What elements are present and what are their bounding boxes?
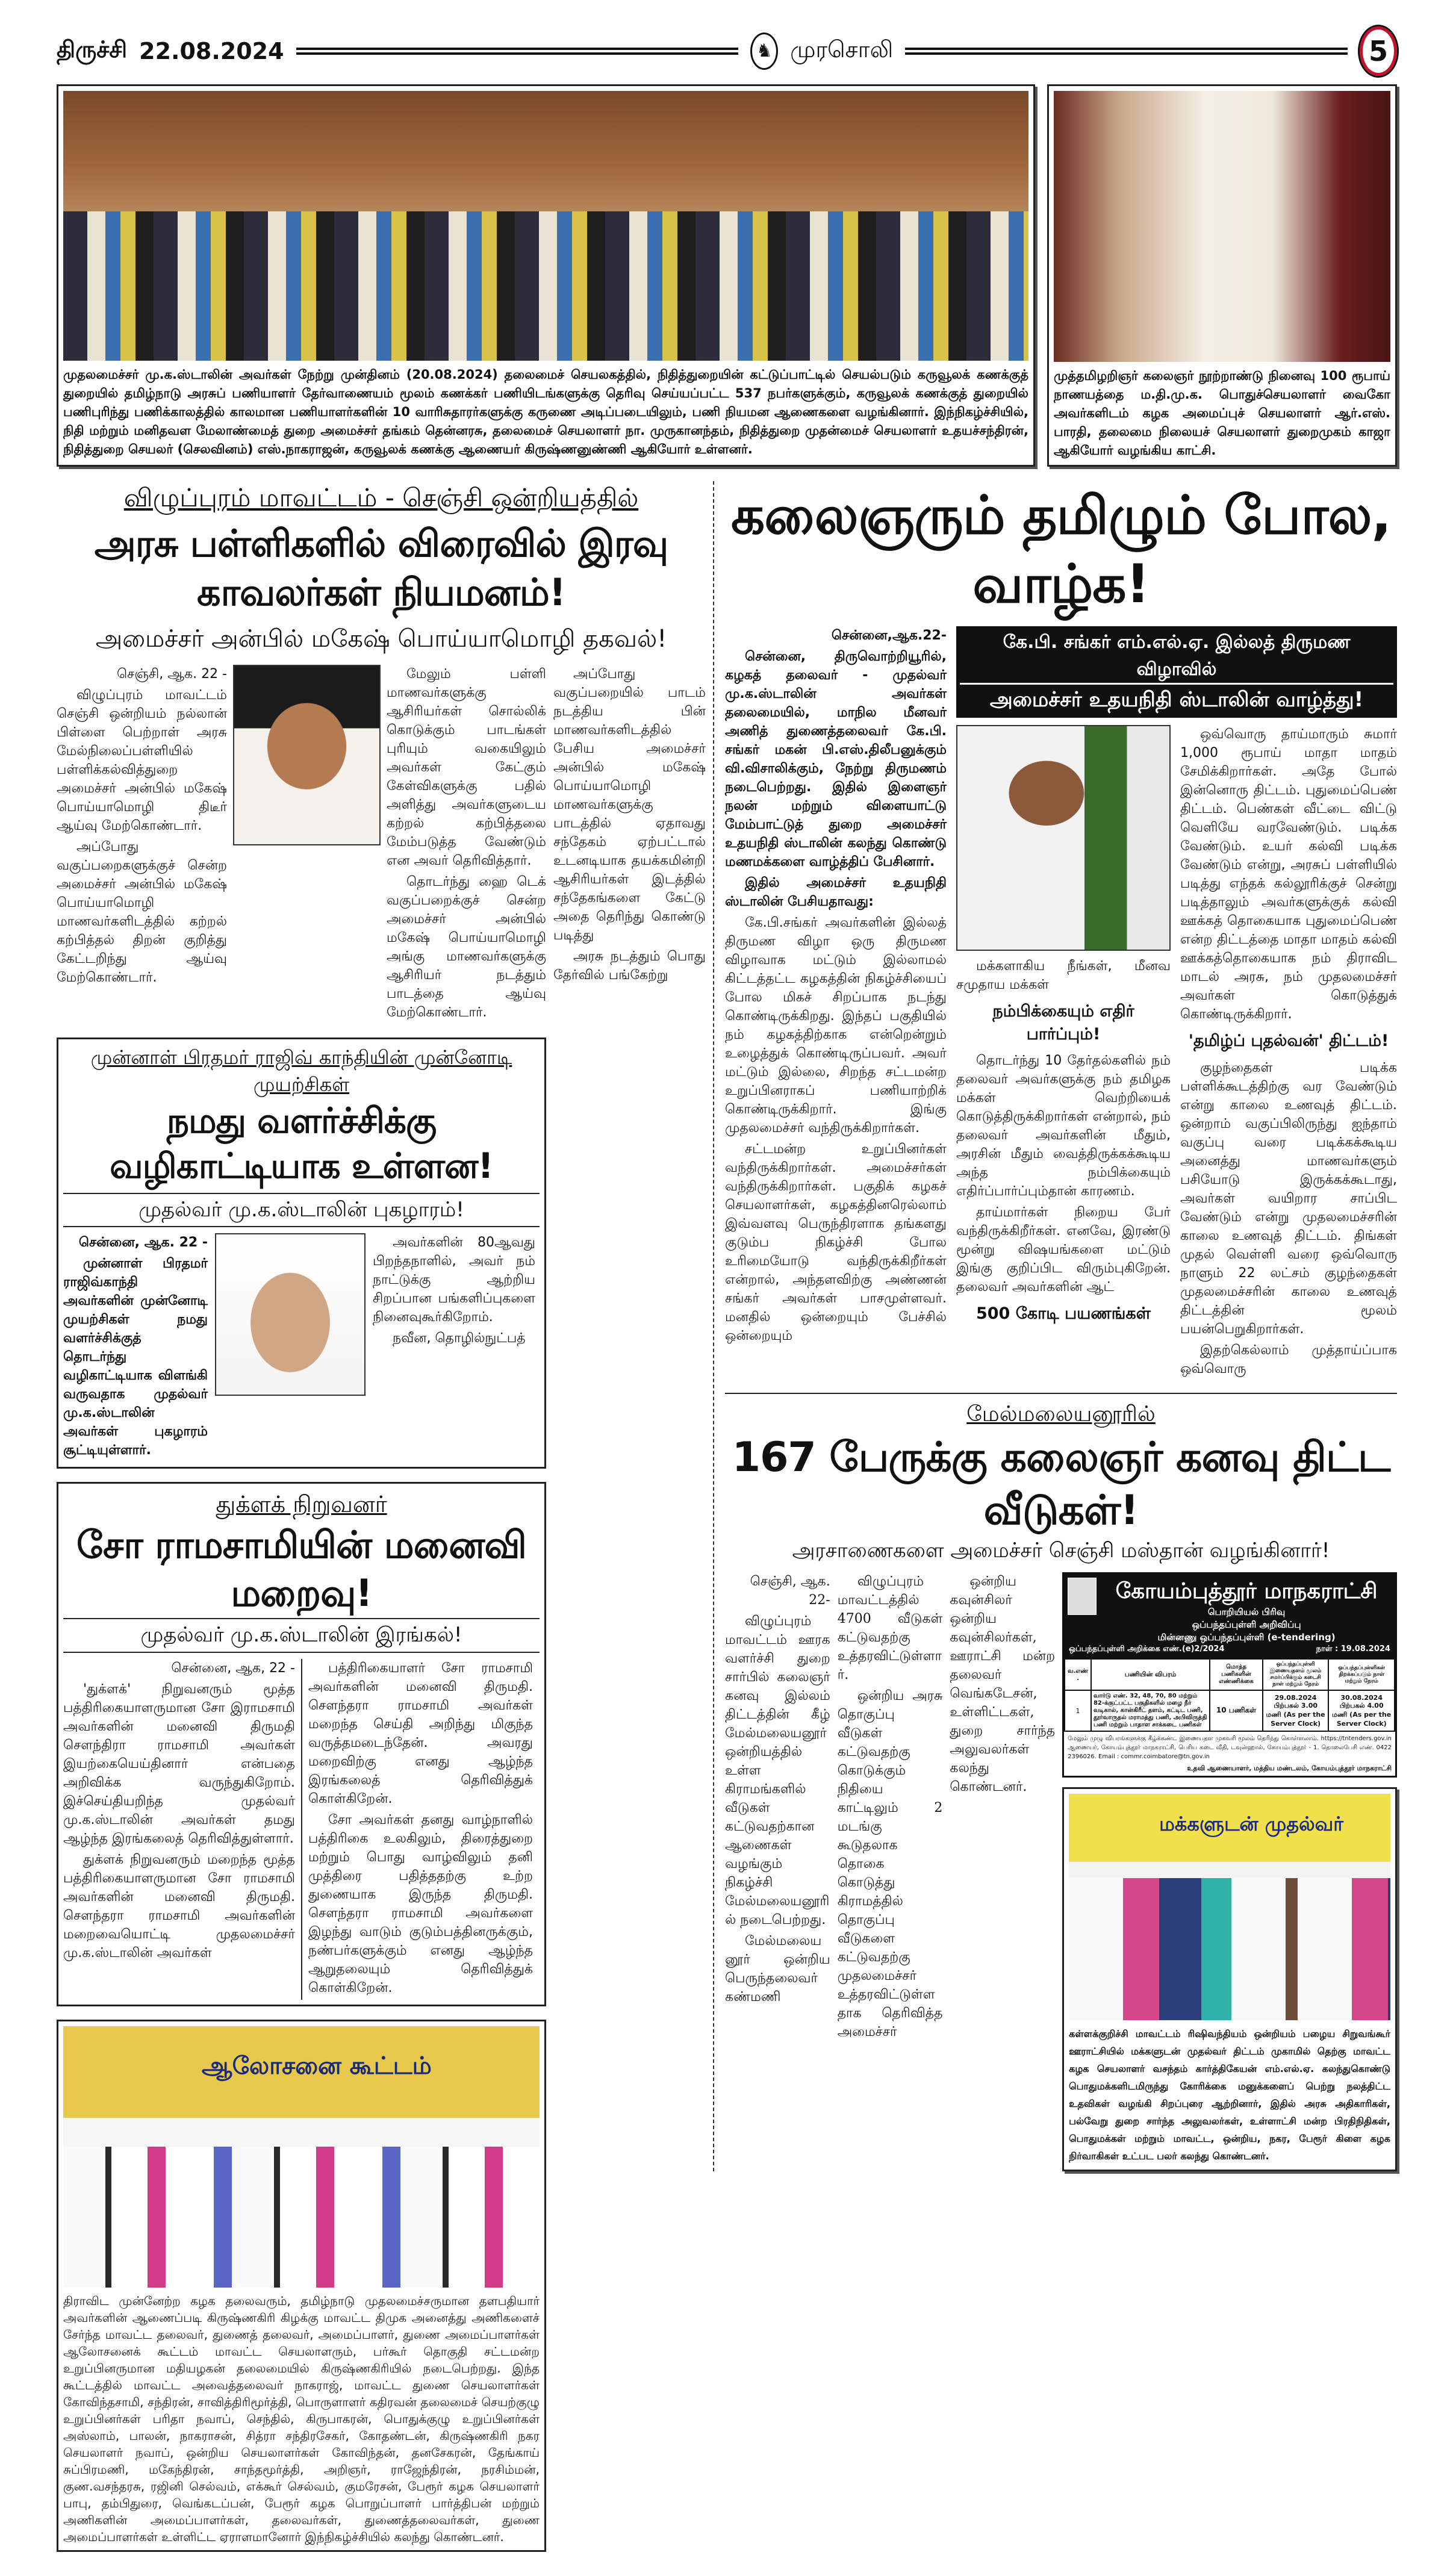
ad-footer: மேலும் முழு விபரங்களுக்கு கீழ்க்கண்ட இணையதள முகவரி மூலம் தெரிந்து கொள்ளலாம். https://tntenders.gov.in ஆணையர், கோயம்புத்தூர் மாநகராட்சி, பெரிய கடை வீதி, டவுன்ஹால், கோயம்புத்தூர் - 1. தொலைபேசி எண். 0422 2396026. Email : commr.coimbatore@tn.gov.in bbox=[1068, 1735, 1392, 1761]
lead-paragraph: சென்னை, திருவொற்றியூரில், கழகத் தலைவர் - முதல்வர் மு.க.ஸ்டாலின் அவர்கள் தலைமையில், மாநில மீனவர் அணித் துணைத்தலைவர் கே.பி. சங்கர் மகன் பி.எஸ்.திலீபனுக்கும் வி.விசாலிக்கும், நேற்று திருமணம் நடைபெற்றது. இதில் இளைஞர் நலன் மற்றும் விளையாட்டு மேம்பாட்டுத் துறை அமைச்சர் உதயநிதி ஸ்டாலின் கலந்து கொண்டு மணமக்களை வாழ்த்திப் பேசினார். bbox=[725, 649, 947, 870]
article-headline: நமது வளர்ச்சிக்கு வழிகாட்டியாக உள்ளன! bbox=[63, 1098, 540, 1194]
paragraph: மக்களாகிய நீங்கள், மீனவ சமுதாய மக்கள் bbox=[956, 958, 1171, 992]
paragraph: சோ அவர்கள் தனது வாழ்நாளில் பத்திரிகை உலகிலும், திரைத்துறை மற்றும் பொது வாழ்விலும் தனி முத்திரை பதித்ததற்கு உற்ற துணையாக இருந்த திருமதி. சௌந்தரா ராமசாமி அவர்களை இழந்து வாடும் குடும்பத்தினருக்கும், நண்பர்களுக்கும் எனது ஆழ்ந்த ஆறுதலையும் தெரிவித்துக் கொள்கிறேன். bbox=[308, 1812, 533, 1996]
column-header: ஒப்பந்தப்புள்ளி இணையதளம் மூலம் சமர்ப்பிக்கும் கடைசி நாள் மற்றும் நேரம் bbox=[1263, 1659, 1329, 1690]
cho-article-box bbox=[57, 1482, 546, 2006]
paragraph: கே.பி.சங்கர் அவர்களின் இல்லத் திருமண விழா ஒரு திருமண விழாவாக மட்டும் இல்லாமல் கிட்டத்தட்ட கழகத்தின் நிகழ்ச்சியைப் போல மிகச் சிறப்பாக நடந்து கொண்டிருக்கிறது. இந்தப் பகுதியில் நம் கழகத்திற்காக என்றென்றும் உழைத்துக் கொண்டிருப்பவர். அவர் மட்டும் இல்லை, சிறந்த சட்டமன்ற உறுப்பினராகப் பணியாற்றிக் கொண்டிருக்கிறார். இங்கு முதலமைச்சர் வந்திருக்கிறார்கள். bbox=[725, 915, 947, 1136]
box-line: கே.பி. சங்கர் எம்.எல்.ஏ. இல்லத் திருமண விழாவில் bbox=[960, 629, 1393, 685]
article-column bbox=[725, 1572, 830, 2009]
ad-notice-row bbox=[1069, 1644, 1390, 1655]
paragraph: நவீன, தொழில்நுட்பத் bbox=[393, 1331, 526, 1346]
kalaignar-box-header bbox=[956, 626, 1397, 718]
melmalai-right-stack bbox=[1062, 1572, 1397, 2171]
paragraph: ஒன்றிய கவுன்சிலர் ஒன்றிய கவுன்சிலர்கள், ஊராட்சி மன்ற தலைவர் வெங்கடேசன், உள்ளிட்டகள், துறை சார்ந்த அலுவலர்கள் கலந்து கொண்டனர். bbox=[950, 1574, 1056, 1795]
people-receiving-aid bbox=[1069, 1878, 1390, 2020]
kalaignar-body-row bbox=[725, 626, 1397, 1381]
article-kicker: முன்னாள் பிரதமர் ராஜிவ் காந்தியின் முன்னோடி முயற்சிகள் bbox=[90, 1046, 512, 1096]
left-subcolumn bbox=[57, 665, 546, 2552]
photo-caption: முத்தமிழறிஞர் கலைஞர் நூற்றாண்டு நினைவு 100 ரூபாய் நாணயத்தை ம.தி.மு.க. பொதுச்செயலாளர் வைகோ அவர்களிடம் கழக அமைப்புச் செயலாளர் ஆர்.எஸ். பாரதி, தலைமை நிலையச் செயலாளர் துறைமுகம் காஜா ஆகியோர் வழங்கிய காட்சி. bbox=[1054, 369, 1390, 458]
subheading: 500 கோடி பயணங்கள் bbox=[975, 1304, 1151, 1324]
column-header: ஒப்பந்தப்புள்ளிகள் திறக்கப்படும் நாள் மற்றும் நேரம் bbox=[1328, 1659, 1395, 1690]
paragraph: அப்போது வகுப்பறைகளுக்குச் சென்ற அமைச்சர் அன்பில் மகேஷ் பொய்யாமொழி மாணவர்களிடத்தில் கற்றல் கற்பித்தல் திறன் குறித்து கேட்டறிந்து ஆய்வு மேற்கொண்டார். bbox=[57, 839, 227, 986]
article-kicker: மேல்மலையனூரில் bbox=[966, 1401, 1156, 1426]
article-column bbox=[301, 1659, 533, 2000]
villupuram-top-row bbox=[57, 665, 546, 1024]
corporation-seal-icon bbox=[1068, 1578, 1097, 1615]
krishnagiri-photo-box bbox=[57, 2020, 546, 2552]
photo-consultation-meeting bbox=[63, 2026, 540, 2288]
paragraph: அவர்களின் 80ஆவது பிறந்தநாளில், அவர் நம் நாட்டுக்கு ஆற்றிய சிறப்பான பங்களிப்புகளை நினைவுகூர்கிறோம். bbox=[373, 1235, 535, 1325]
kalaignar-sub-row bbox=[956, 725, 1397, 1381]
article-deck: அமைச்சர் அன்பில் மகேஷ் பொய்யாமொழி தகவல்! bbox=[95, 625, 667, 653]
paragraph: விழுப்புரம் மாவட்டத்தில் 4700 வீடுகள் கட்டுவதற்கு உத்தரவிட்டுள்ளார். bbox=[837, 1574, 943, 1683]
article-column bbox=[63, 1233, 208, 1462]
column-header: பணியின் விபரம் bbox=[1091, 1659, 1210, 1690]
kalaignar-right-block bbox=[956, 626, 1397, 1381]
cho-body-row bbox=[63, 1659, 540, 2000]
top-left-photo-box bbox=[57, 84, 1035, 467]
subheading: 'தமிழ்ப் புதல்வன்' திட்டம்! bbox=[1188, 1031, 1389, 1050]
article-headline: அரசு பள்ளிகளில் விரைவில் இரவு காவலர்கள் நியமனம்! bbox=[94, 521, 668, 614]
photo-caption: திராவிட முன்னேற்ற கழக தலைவரும், தமிழ்நாடு முதலமைச்சருமான தளபதியார் அவர்களின் ஆணைப்படி கிருஷ்ணகிரி கிழக்கு மாவட்ட திமுக அனைத்து அணிகளைச் சேர்ந்த மாவட்ட தலைவர், துணைத் தலைவர், அமைப்பாளர், துணை அமைப்பாளர்கள் ஆலோசனைக் கூட்டம் மாவட்ட செயலாளரும், பர்கூர் தொகுதி சட்டமன்ற உறுப்பினருமான மதியழகன் தலைமையில் கிருஷ்ணகிரியில் நடைபெற்றது. இந்த கூட்டத்தில் மாவட்ட அவைத்தலைவர் நாகராஜ், மாவட்ட துணை செயலாளர்கள் கோவிந்தசாமி, சந்திரன், சாவித்திரிமூர்த்தி, பொருளாளர் கதிரவன் தலைமைச் செயற்குழு உறுப்பினர்கள் பரிதா நவாப், செந்தில், கிருபாகரன், பொதுக்குழு உறுப்பினர்கள் அஸ்லாம், பாலன், நாகராசன், சித்ரா சந்திரசேகர், கோதண்டன், கிருஷ்ணகிரி நகர செயலாளர் நவாப், ஒன்றிய செயலாளர்கள் கோவிந்தன், தனசேகரன், தேங்காய் சுப்பிரமணி, மகேந்திரன், சாந்தமூர்த்தி, அறிஞர், ராஜேந்திரன், நரசிம்மன், குண.வசந்தரசு, ரஜினி செல்வம், எக்கூர் செல்வம், குமரேசன், பேரூர் கழக செயலாளர் பாபு, தம்பிதுரை, வெங்கடப்பன், பேரூர் கழக பொறுப்பாளர் பார்த்திபன் மற்றும் அணிகளின் அமைப்பாளர்கள், தலைவர்கள், துணைத்தலைவர்கள், துணை அமைப்பாளர்கள் உள்ளிட்ட ஏராளமானோர் இந்நிகழ்ச்சியில் கலந்து கொண்டனர். bbox=[63, 2293, 540, 2544]
article-headline: சோ ராமசாமியின் மனைவி மறைவு! bbox=[63, 1521, 540, 1619]
main-area bbox=[57, 481, 1397, 2552]
divider bbox=[296, 48, 739, 55]
dateline: சென்னை,ஆக.22- bbox=[831, 627, 947, 643]
article-column bbox=[57, 665, 227, 989]
paragraph: தொடர்ந்து 10 தேர்தல்களில் நம் தலைவர் அவர்களுக்கு நம் தமிழக மக்கள் வெற்றியைக் கொடுத்திருக்கிறார்கள் என்றால், நம் தலைவர் அவர்களின் மீதும், அரசின் மீதும் வைத்திருக்கக்கூடிய அந்த நம்பிக்கையும் எதிர்ப்பார்ப்பும்தான் காரணம். bbox=[956, 1053, 1171, 1199]
paragraph: முன்னாள் பிரதமர் ராஜிவ்காந்தி அவர்களின் முன்னோடி முயற்சிகள் நமது வளர்ச்சிக்குத் தொடர்ந்து வழிகாட்டியாக விளங்கி வருவதாக முதல்வர் மு.க.ஸ்டாலின் அவர்கள் புகழாரம் சூட்டியுள்ளார். bbox=[63, 1256, 208, 1458]
dateline: சென்னை, ஆக, 22 - bbox=[171, 1660, 295, 1676]
article-column bbox=[373, 1233, 535, 1350]
paragraph: பத்திரிகையாளர் சோ ராமசாமி அவர்களின் மனைவி திருமதி. சௌந்தரா ராமசாமி அவர்கள் மறைந்த செய்தி அறிந்து மிகுந்த வருத்தமடைந்தேன். அவரது மறைவிற்கு எனது ஆழ்ந்த இரங்கலைத் தெரிவித்துக் கொள்கிறேன். bbox=[308, 1660, 533, 1806]
photo-anbil-mahesh bbox=[233, 665, 381, 845]
photo-coin-presentation bbox=[1054, 91, 1390, 362]
people-rows bbox=[63, 211, 1028, 361]
ad-line: பொறியியல் பிரிவு bbox=[1207, 1607, 1286, 1618]
article-deck: அரசாணைகளை அமைச்சர் செஞ்சி மஸ்தான் வழங்கினார்! bbox=[792, 1538, 1330, 1563]
table-cell: 10 பணிகள் bbox=[1210, 1690, 1263, 1731]
photo-udhayanidhi-stalin bbox=[956, 725, 1171, 951]
masthead bbox=[57, 24, 1397, 78]
table-cell: வார்டு எண். 32, 48, 70, 80 மற்றும் 82-க்குட்பட்ட பகுதிகளில் மழை நீர் வடிகால், கான்கிரீட் தளம், கட்டிட பணி, தூர்வாருதல் மராமத்து பணி, அபிவிருத்தி பணி மற்றும் பாதாள சாக்கடை பணிகள் bbox=[1091, 1690, 1210, 1731]
dateline: செஞ்சி, ஆக. 22- bbox=[750, 1574, 830, 1608]
column-header: மொத்த பணிகளின் எண்ணிக்கை bbox=[1210, 1659, 1263, 1690]
article-headline: 167 பேருக்கு கலைஞர் கனவு திட்ட வீடுகள்! bbox=[732, 1433, 1390, 1534]
meeting-banner: ஆலோசனை கூட்டம் bbox=[202, 2052, 432, 2080]
article-column bbox=[63, 1659, 295, 1965]
article-column bbox=[1180, 725, 1397, 1381]
page-number-badge: 5 bbox=[1360, 26, 1397, 76]
rooster-emblem-icon: ♞ bbox=[750, 33, 778, 70]
ad-signature: உதவி ஆணையாளர், மத்திய மண்டலம், கோயம்புத்தூர் மாநகராட்சி bbox=[1187, 1764, 1392, 1773]
photo-appointment-orders bbox=[63, 91, 1028, 361]
article-column bbox=[950, 1572, 1055, 1799]
left-body-row bbox=[57, 665, 706, 2552]
dateline: செஞ்சி, ஆக. 22 - bbox=[117, 667, 227, 682]
melmalai-body-row bbox=[725, 1572, 1397, 2171]
box-line: அமைச்சர் உதயநிதி ஸ்டாலின் வாழ்த்து! bbox=[989, 687, 1364, 712]
article-kicker: விழுப்புரம் மாவட்டம் - செஞ்சி ஒன்றியத்தில் bbox=[123, 483, 639, 512]
coimbatore-tender-ad bbox=[1062, 1572, 1397, 1778]
article-column bbox=[387, 665, 546, 1024]
paragraph: விழுப்புரம் மாவட்டம் ஊரக வளர்ச்சி துறை சார்பில் கலைஞர் கனவு இல்லம் திட்டத்தின் கீழ் மேல்மலையனூர் ஒன்றியத்தில் உள்ள கிராமங்களில் வீடுகள் கட்டுவதற்கான ஆணைகள் வழங்கும் நிகழ்ச்சி மேல்மலையனூரில் நடைபெற்றது. bbox=[725, 1614, 830, 1928]
table-cell: 30.08.2024 பிற்பகல் 4.00 மணி (As per the Server Clock) bbox=[1328, 1690, 1395, 1731]
article-column bbox=[838, 1572, 943, 2044]
right-region bbox=[713, 481, 1397, 2171]
column-header: வ.எண். bbox=[1065, 1659, 1091, 1690]
melmalai-article-header bbox=[725, 1393, 1397, 1566]
article-column bbox=[956, 957, 1171, 1331]
dateline: சென்னை, ஆக. 22 - bbox=[78, 1235, 208, 1251]
seated-members bbox=[63, 2147, 540, 2288]
ad-title: கோயம்புத்தூர் மாநகராட்சி bbox=[1115, 1579, 1378, 1604]
left-region bbox=[57, 481, 713, 2552]
article-deck: முதல்வர் மு.க.ஸ்டாலின் புகழாரம்! bbox=[63, 1194, 540, 1228]
ad-header bbox=[1064, 1574, 1395, 1658]
subheading: நம்பிக்கையும் எதிர் பார்ப்பும்! bbox=[992, 1001, 1134, 1044]
paragraph: ஒன்றிய அரசு தொகுப்பு வீடுகள் கட்டுவதற்கு கொடுக்கும் நிதியை காட்டிலும் 2 மடங்கு கூடுதலாக தொகை கொடுத்து கிராமத்தில் தொகுப்பு வீடுகளை கட்டுவதற்கு முதலமைச்சர் உத்தரவிட்டுள்ளதாக தெரிவித்த அமைச்சர் bbox=[837, 1688, 943, 2040]
tender-table bbox=[1064, 1658, 1395, 1732]
table-cell: 29.08.2024 பிற்பகல் 3.00 மணி (As per the Server Clock) bbox=[1263, 1690, 1329, 1731]
kalaignar-middle-column bbox=[956, 725, 1171, 1331]
table-row bbox=[1065, 1690, 1395, 1731]
edition-date: 22.08.2024 bbox=[139, 38, 284, 64]
paragraph: 'துக்ளக்' நிறுவனரும் மூத்த பத்திரிகையாளருமான சோ இராமசாமி அவர்களின் மனைவி திருமதி சௌந்திரா ராமசாமி அவர்கள் இயற்கையெய்தினார் என்பதை அறிவிக்க வருந்துகிறோம். இச்செய்தியறிந்த முதல்வர் மு.க.ஸ்டாலின் அவர்கள் தமது ஆழ்ந்த இரங்கலைத் தெரிவித்துள்ளார். bbox=[63, 1681, 295, 1846]
photo-rajiv-gandhi bbox=[215, 1233, 366, 1396]
paragraph: சட்டமன்ற உறுப்பினர்கள் வந்திருக்கிறார்கள். அமைச்சர்கள் வந்திருக்கிறார்கள். பகுதிக் கழகச் செயலாளர்கள், கழகத்தினரெல்லாம் இவ்வளவு பெருந்திரளாக தங்களது குடும்ப நிகழ்ச்சி போல உரிமையோடு வந்திருக்கிறீர்கள் என்றால், அந்தளவிற்கு அண்ணன் சங்கர் அவர்கள் பாசமுள்ளவர். மனதில் ஒன்றையும் பேச்சில் ஒன்றையும் bbox=[725, 1141, 947, 1343]
paragraph: விழுப்புரம் மாவட்டம் செஞ்சி ஒன்றியம் நல்லான் பிள்ளை பெற்றாள் அரசு மேல்நிலைப்பள்ளியில் பள்ளிக்கல்வித்துறை அமைச்சர் அன்பில் மகேஷ் பொய்யாமொழி திடீர் ஆய்வு மேற்கொண்டார். bbox=[57, 688, 227, 834]
photo-makkaludan-mudhalvar bbox=[1069, 1794, 1390, 2020]
rajiv-article-box bbox=[57, 1038, 546, 1469]
rajiv-body-row bbox=[63, 1233, 540, 1462]
paragraph: அப்போது வகுப்பறையில் பாடம் நடத்திய பின் மாணவர்களிடத்தில் பேசிய அமைச்சர் அன்பில் மகேஷ் பொய்யாமொழி மாணவர்களுக்கு பாடத்தில் ஏதாவது சந்தேகம் ஏற்பட்டால் உடனடியாக தயக்கமின்றி ஆசிரியர்கள் இடத்தில் சந்தேகங்களை கேட்டு அதை தெரிந்து கொண்டு படித்து bbox=[553, 667, 706, 944]
paragraph: தொடர்ந்து ஹை டெக் வகுப்பறைக்குச் சென்ற அமைச்சர் அன்பில் மகேஷ் பொய்யாமொழி அங்கு மாணவர்களுக்கு ஆசிரியர் நடத்தும் பாடத்தை ஆய்வு மேற்கொண்டார். bbox=[387, 874, 546, 1021]
paragraph: இதில் அமைச்சர் உதயநிதி ஸ்டாலின் பேசியதாவது: bbox=[725, 875, 947, 909]
article-deck: முதல்வர் மு.க.ஸ்டாலின் இரங்கல்! bbox=[63, 1619, 540, 1653]
photo-caption: கள்ளக்குறிச்சி மாவட்டம் ரிஷிவந்தியம் ஒன்றியம் பழைய சிறுவங்கூர் ஊராட்சியில் மக்களுடன் முதல்வர் திட்டம் முகாமில் தெற்கு மாவட்ட கழக செயலாளர் வசந்தம் கார்த்திகேயன் எம்.எல்.ஏ. கலந்துகொண்டு பொதுமக்களிடமிருந்து கோரிக்கை மனுக்களைப் பெற்று நலத்திட்ட உதவிகள் வழங்கி சிறப்புரை ஆற்றினார், இதில் அரசு அதிகாரிகள், பல்வேறு துறை சார்ந்த அலுவலர்கள், உள்ளாட்சி மன்ற பிரதிநிதிகள், பொதுமக்கள் மற்றும் மாவட்ட, ஒன்றிய, நகர, பேரூர் கிளை கழக நிர்வாகிகள் உட்பட பலர் கலந்து கொண்டனர். bbox=[1069, 2028, 1390, 2162]
paragraph: துக்ளக் நிறுவனரும் மறைந்த மூத்த பத்திரிகையாளருமான சோ ராமசாமி அவர்களின் மனைவி திருமதி. சௌந்தரா ராமசாமி அவர்களின் மறைவையொட்டி முதலமைச்சர் மு.க.ஸ்டாலின் அவர்கள் bbox=[63, 1852, 295, 1961]
paper-name: முரசொலி bbox=[790, 36, 894, 63]
article-kicker: துக்ளக் நிறுவனர் bbox=[216, 1491, 387, 1518]
ad-line: ஒப்பந்தப்புள்ளி அறிவிப்பு bbox=[1192, 1619, 1301, 1631]
top-photo-row bbox=[57, 84, 1397, 467]
paragraph: ஒவ்வொரு தாய்மாரும் சுமார் 1,000 ரூபாய் மாதா மாதம் சேமிக்கிறார்கள். அதே போல் இன்னொரு திட்டம். புதுமைப்பெண் திட்டம். பெண்கள் வீட்டை விட்டு வெளியே வரவேண்டும். படிக்க வேண்டும். உயர் கல்வி படிக்க வேண்டும் என்று, அரசுப் பள்ளியில் படித்து எந்தக் கல்லூரிக்குச் சென்று படித்தாலும் அவர்களுக்குக் கல்வி ஊக்கத் தொகையாக புதுமைப்பெண் என்ற திட்டத்தை மாதா மாதம் கல்வி ஊக்கத்தொகையாக நம் திராவிட மாடல் அரசு, நம் முதலமைச்சர் அவர்கள் கொடுத்துக் கொண்டிருக்கிறார். bbox=[1180, 726, 1397, 1022]
kalaignar-headline: கலைஞரும் தமிழும் போல, வாழ்க! bbox=[731, 484, 1391, 615]
kallakurichi-photo-box bbox=[1062, 1787, 1397, 2171]
article-column bbox=[553, 665, 706, 987]
paragraph: மேலும் பள்ளி மாணவர்களுக்கு ஆசிரியர்கள் சொல்லிக் கொடுக்கும் பாடங்கள் புரியும் வகையிலும் அவர்கள் கேட்கும் கேள்விகளுக்கு பதில் அளித்து அவர்களுடைய கற்றல் கற்பித்தலை மேம்படுத்த வேண்டும் என அவர் தெரிவித்தார். bbox=[387, 667, 546, 869]
edition-city: திருச்சி bbox=[57, 36, 128, 63]
villupuram-article-header bbox=[57, 481, 706, 655]
notice-date: நாள் : 19.08.2024 bbox=[1316, 1644, 1390, 1654]
ad-line: மின்னணு ஒப்பந்தப்புள்ளி (e-tendering) bbox=[1157, 1632, 1336, 1643]
article-column bbox=[725, 626, 947, 1348]
event-banner: மக்களுடன் முதல்வர் bbox=[1159, 1812, 1343, 1836]
top-right-photo-box bbox=[1047, 84, 1397, 467]
notice-number: ஒப்பந்தப்புள்ளி அறிக்கை எண்.(e)2/2024 bbox=[1069, 1644, 1225, 1654]
paragraph: தாய்மார்கள் நிறைய பேர் வந்திருக்கிறீர்கள். எனவே, இரண்டு மூன்று விஷயங்களை மட்டும் இங்கு குறிப்பிட விரும்புகிறேன். தலைவர் அவர்களின் ஆட் bbox=[956, 1205, 1171, 1295]
divider bbox=[905, 48, 1348, 55]
table-header-row bbox=[1065, 1659, 1395, 1690]
paragraph: அரசு நடத்தும் பொது தேர்வில் பங்கேற்று bbox=[553, 949, 706, 983]
paragraph: இதற்கெல்லாம் முத்தாய்ப்பாக ஒவ்வொரு bbox=[1180, 1342, 1397, 1377]
paragraph: மேல்மலையனூர் ஒன்றிய பெருந்தலைவர் கண்மணி bbox=[725, 1934, 830, 2005]
paragraph: குழந்தைகள் படிக்க பள்ளிக்கூடத்திற்கு வர வேண்டும் என்று காலை உணவுத் திட்டம். ஒன்றாம் வகுப்பிலிருந்து ஐந்தாம் வகுப்பு வரை படிக்கக்கூடிய அனைத்து மாணவர்களும் பசியோடு இருக்கக்கூடாது, அவர்கள் வயிறார சாப்பிட வேண்டும் என்று முதலமைச்சரின் காலை உணவுத் திட்டம். திங்கள் முதல் வெள்ளி வரை ஒவ்வொரு நாளும் 22 லட்சம் குழந்தைகள் முதலமைச்சரின் காலை உணவுத் திட்டத்தின் மூலம் பயன்பெறுகிறார்கள். bbox=[1180, 1060, 1397, 1337]
table-cell: 1 bbox=[1065, 1690, 1091, 1731]
photo-caption: முதலமைச்சர் மு.க.ஸ்டாலின் அவர்கள் நேற்று முன்தினம் (20.08.2024) தலைமைச் செயலகத்தில், நிதித்துறையின் கட்டுப்பாட்டில் செயல்படும் கருவூலக் கணக்குத் துறையில் தமிழ்நாடு அரசுப் பணியாளர் தேர்வாணையம் மூலம் கணக்கர் பணியிடங்களுக்கு தெரிவு செய்யப்பட்ட 537 நபர்களுக்கும், கருவூலக் கணக்குத் துறையில் பணிபுரிந்து பணிக்காலத்தில் காலமான பணியாளர்களின் 10 வாரிசுதாரர்களுக்கு கருணை அடிப்படையிலும், பணி நியமன ஆணைகளை வழங்கினார். இந்நிகழ்ச்சியில், நிதி மற்றும் மனிதவள மேலாண்மைத் துறை அமைச்சர் தங்கம் தென்னரசு, தலைமைச் செயலாளர் நா. முருகானந்தம், நிதித்துறை முதன்மைச் செயலாளர் உதயச்சந்திரன், நிதித்துறை செயலர் (செலவினம்) எஸ்.நாகராஜன், கருவூலக் கணக்கு ஆணையர் கிருஷ்ணனுண்ணி ஆகியோர் உள்ளனர். bbox=[63, 367, 1028, 456]
